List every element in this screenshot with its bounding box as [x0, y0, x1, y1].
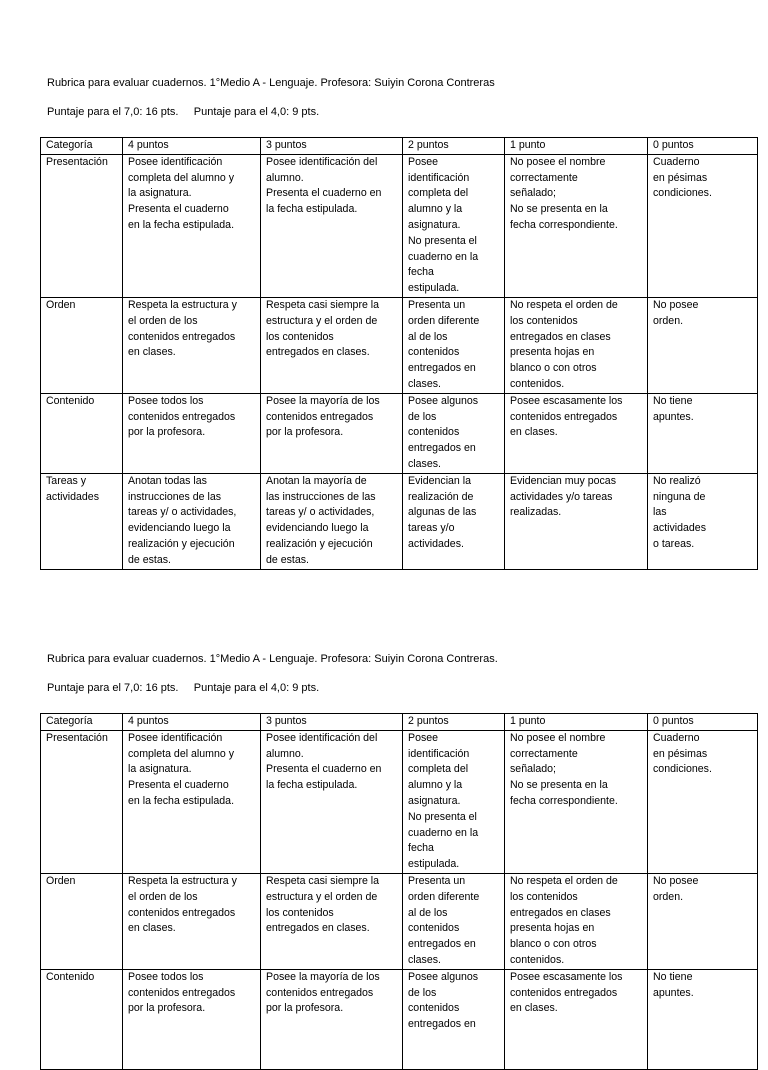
header-cell: 0 puntos: [648, 138, 758, 155]
cell-text-line: de estas.: [128, 553, 171, 566]
cell-text-line: orden diferente: [408, 890, 480, 903]
header-cell: 1 punto: [505, 138, 648, 155]
cell-text-line: entregados en: [408, 362, 476, 375]
score-note: Puntaje para el 7,0: 16 pts. Puntaje para el 4,0: 9 pts.: [47, 682, 320, 694]
cell-text-line: entregados en: [408, 442, 476, 455]
cell-text-line: Posee identificación: [128, 155, 223, 168]
cell-text-line: condiciones.: [653, 763, 712, 776]
criteria-cell: [648, 969, 758, 1069]
cell-text-line: el orden de los: [128, 890, 198, 903]
header-cell: 4 puntos: [123, 714, 261, 731]
rubric-title: Rubrica para evaluar cuadernos. 1°Medio A - Lenguaje. Profesora: Suiyin Corona Contreras.: [47, 653, 498, 665]
cell-text-line: en clases.: [510, 1002, 558, 1015]
criteria-cell: [648, 297, 758, 393]
criteria-cell: [648, 473, 758, 569]
cell-text-line: evidenciando luego la: [266, 522, 369, 535]
cell-text-line: No posee el nombre: [510, 155, 606, 168]
cell-text-line: completa del: [408, 187, 469, 200]
cell-text-line: Posee identificación del: [266, 731, 378, 744]
cell-text-line: los contenidos: [510, 314, 578, 327]
criteria-cell: [648, 154, 758, 297]
cell-text-line: Respeta la estructura y: [128, 874, 237, 887]
cell-text-line: Posee identificación del: [266, 155, 378, 168]
cell-text-line: Presentación: [46, 155, 108, 168]
rubric-table: [40, 137, 758, 570]
cell-text-line: identificación: [408, 747, 470, 760]
category-cell: [41, 730, 123, 873]
cell-text-line: presenta hojas en: [510, 346, 595, 359]
category-cell: [41, 393, 123, 473]
cell-text-line: en la fecha estipulada.: [128, 794, 235, 807]
cell-text-line: cuaderno en la: [408, 250, 479, 263]
cell-text-line: estipulada.: [408, 282, 460, 295]
cell-text-line: asignatura.: [408, 218, 461, 231]
cell-text-line: por la profesora.: [128, 426, 206, 439]
cell-text-line: actividades: [46, 490, 99, 503]
criteria-cell: [123, 969, 261, 1069]
cell-text-line: presenta hojas en: [510, 922, 595, 935]
cell-text-line: correctamente: [510, 171, 578, 184]
criteria-cell: [505, 730, 648, 873]
cell-text-line: en pésimas: [653, 747, 708, 760]
cell-text-line: alumno.: [266, 171, 304, 184]
cell-text-line: o tareas.: [653, 537, 695, 550]
header-cell: 0 puntos: [648, 714, 758, 731]
cell-text-line: correctamente: [510, 747, 578, 760]
cell-text-line: Contenido: [46, 970, 95, 983]
cell-text-line: fecha: [408, 266, 434, 279]
cell-text-line: fecha: [408, 842, 434, 855]
cell-text-line: condiciones.: [653, 187, 712, 200]
cell-text-line: contenidos entregados: [128, 330, 236, 343]
cell-text-line: tareas y/o: [408, 522, 455, 535]
cell-text-line: realización de: [408, 490, 474, 503]
header-cell: 2 puntos: [403, 714, 505, 731]
cell-text-line: instrucciones de las: [128, 490, 222, 503]
cell-text-line: Respeta casi siempre la: [266, 874, 380, 887]
cell-text-line: realización y ejecución: [128, 537, 235, 550]
cell-text-line: contenidos entregados: [128, 410, 236, 423]
cell-text-line: Cuaderno: [653, 731, 700, 744]
header-cell: 4 puntos: [123, 138, 261, 155]
criteria-cell: [261, 730, 403, 873]
criteria-cell: [505, 393, 648, 473]
cell-text-line: No posee: [653, 874, 699, 887]
rubric-table: [40, 713, 758, 1070]
table-row: [41, 473, 758, 569]
category-cell: [41, 873, 123, 969]
cell-text-line: algunas de las: [408, 506, 477, 519]
cell-text-line: blanco o con otros: [510, 362, 597, 375]
cell-text-line: Posee la mayoría de los: [266, 970, 380, 983]
criteria-cell: [261, 873, 403, 969]
cell-text-line: Presenta el cuaderno en: [266, 187, 382, 200]
cell-text-line: apuntes.: [653, 410, 694, 423]
cell-text-line: señalado;: [510, 763, 556, 776]
criteria-cell: [123, 297, 261, 393]
cell-text-line: completa del alumno y: [128, 171, 234, 184]
criteria-cell: [403, 297, 505, 393]
cell-text-line: Posee: [408, 731, 439, 744]
cell-text-line: cuaderno en la: [408, 826, 479, 839]
cell-text-line: contenidos entregados: [510, 986, 618, 999]
cell-text-line: Posee escasamente los: [510, 394, 623, 407]
cell-text-line: Presenta el cuaderno: [128, 779, 229, 792]
cell-text-line: Anotan todas las: [128, 474, 207, 487]
cell-text-line: completa del alumno y: [128, 747, 234, 760]
cell-text-line: Cuaderno: [653, 155, 700, 168]
cell-text-line: entregados en clases.: [266, 922, 370, 935]
header-row: [41, 138, 758, 155]
cell-text-line: Orden: [46, 874, 76, 887]
cell-text-line: al de los: [408, 906, 448, 919]
cell-text-line: entregados en: [408, 938, 476, 951]
cell-text-line: contenidos: [408, 922, 460, 935]
cell-text-line: la fecha estipulada.: [266, 203, 358, 216]
cell-text-line: Tareas y: [46, 474, 87, 487]
cell-text-line: clases.: [408, 377, 441, 390]
category-cell: [41, 473, 123, 569]
cell-text-line: en la fecha estipulada.: [128, 218, 235, 231]
cell-text-line: alumno y la: [408, 779, 463, 792]
cell-text-line: blanco o con otros: [510, 938, 597, 951]
table-row: [41, 154, 758, 297]
cell-text-line: Presentación: [46, 731, 108, 744]
cell-text-line: entregados en clases: [510, 906, 611, 919]
cell-text-line: No presenta el: [408, 810, 477, 823]
cell-text-line: contenidos.: [510, 377, 565, 390]
cell-text-line: los contenidos: [510, 890, 578, 903]
criteria-cell: [123, 730, 261, 873]
cell-text-line: por la profesora.: [266, 1002, 344, 1015]
cell-text-line: entregados en clases.: [266, 346, 370, 359]
cell-text-line: contenidos: [408, 426, 460, 439]
criteria-cell: [505, 969, 648, 1069]
header-cell: 3 puntos: [261, 138, 403, 155]
cell-text-line: los contenidos: [266, 330, 334, 343]
cell-text-line: orden.: [653, 314, 684, 327]
cell-text-line: realizadas.: [510, 506, 562, 519]
cell-text-line: Presenta el cuaderno: [128, 203, 229, 216]
cell-text-line: No realizó: [653, 474, 701, 487]
table-row: [41, 873, 758, 969]
cell-text-line: actividades y/o tareas: [510, 490, 613, 503]
cell-text-line: alumno.: [266, 747, 304, 760]
cell-text-line: Evidencian muy pocas: [510, 474, 616, 487]
cell-text-line: Presenta un: [408, 298, 466, 311]
cell-text-line: clases.: [408, 953, 441, 966]
criteria-cell: [505, 473, 648, 569]
cell-text-line: estructura y el orden de: [266, 890, 378, 903]
header-cell: Categoría: [41, 714, 123, 731]
cell-text-line: Respeta la estructura y: [128, 298, 237, 311]
cell-text-line: entregados en clases: [510, 330, 611, 343]
cell-text-line: por la profesora.: [266, 426, 344, 439]
cell-text-line: la asignatura.: [128, 763, 192, 776]
criteria-cell: [403, 873, 505, 969]
criteria-cell: [123, 873, 261, 969]
cell-text-line: Posee identificación: [128, 731, 223, 744]
cell-text-line: el orden de los: [128, 314, 198, 327]
cell-text-line: Evidencian la: [408, 474, 472, 487]
cell-text-line: Posee todos los: [128, 970, 204, 983]
cell-text-line: Respeta casi siempre la: [266, 298, 380, 311]
cell-text-line: contenidos entregados: [510, 410, 618, 423]
cell-text-line: señalado;: [510, 187, 556, 200]
table-row: [41, 297, 758, 393]
cell-text-line: Presenta el cuaderno en: [266, 763, 382, 776]
cell-text-line: contenidos.: [510, 953, 565, 966]
cell-text-line: fecha correspondiente.: [510, 794, 618, 807]
cell-text-line: No tiene: [653, 970, 693, 983]
cell-text-line: No presenta el: [408, 234, 477, 247]
cell-text-line: actividades.: [408, 537, 464, 550]
score-note: Puntaje para el 7,0: 16 pts. Puntaje para el 4,0: 9 pts.: [47, 106, 320, 118]
criteria-cell: [648, 393, 758, 473]
cell-text-line: contenidos entregados: [128, 906, 236, 919]
table-row: [41, 969, 758, 1069]
cell-text-line: actividades: [653, 522, 706, 535]
cell-text-line: Posee todos los: [128, 394, 204, 407]
cell-text-line: contenidos: [408, 346, 460, 359]
criteria-cell: [505, 154, 648, 297]
cell-text-line: evidenciando luego la: [128, 522, 231, 535]
cell-text-line: los contenidos: [266, 906, 334, 919]
header-row: [41, 714, 758, 731]
cell-text-line: No se presenta en la: [510, 779, 608, 792]
cell-text-line: tareas y/ o actividades,: [266, 506, 375, 519]
cell-text-line: la fecha estipulada.: [266, 779, 358, 792]
cell-text-line: No posee el nombre: [510, 731, 606, 744]
category-cell: [41, 969, 123, 1069]
cell-text-line: al de los: [408, 330, 448, 343]
cell-text-line: identificación: [408, 171, 470, 184]
cell-text-line: en clases.: [128, 346, 176, 359]
cell-text-line: tareas y/ o actividades,: [128, 506, 237, 519]
cell-text-line: asignatura.: [408, 794, 461, 807]
header-cell: 1 punto: [505, 714, 648, 731]
cell-text-line: orden diferente: [408, 314, 480, 327]
criteria-cell: [261, 393, 403, 473]
cell-text-line: apuntes.: [653, 986, 694, 999]
criteria-cell: [123, 393, 261, 473]
criteria-cell: [505, 873, 648, 969]
criteria-cell: [403, 969, 505, 1069]
rubric-title: Rubrica para evaluar cuadernos. 1°Medio A - Lenguaje. Profesora: Suiyin Corona Contreras: [47, 77, 495, 89]
header-cell: 3 puntos: [261, 714, 403, 731]
cell-text-line: No respeta el orden de: [510, 298, 618, 311]
cell-text-line: orden.: [653, 890, 684, 903]
cell-text-line: No posee: [653, 298, 699, 311]
header-cell: 2 puntos: [403, 138, 505, 155]
cell-text-line: Posee escasamente los: [510, 970, 623, 983]
criteria-cell: [123, 154, 261, 297]
cell-text-line: en pésimas: [653, 171, 708, 184]
cell-text-line: de los: [408, 410, 437, 423]
cell-text-line: las instrucciones de las: [266, 490, 376, 503]
cell-text-line: Anotan la mayoría de: [266, 474, 367, 487]
cell-text-line: por la profesora.: [128, 1002, 206, 1015]
table-row: [41, 393, 758, 473]
cell-text-line: Orden: [46, 298, 76, 311]
cell-text-line: en clases.: [510, 426, 558, 439]
cell-text-line: entregados en: [408, 1018, 476, 1031]
cell-text-line: realización y ejecución: [266, 537, 373, 550]
category-cell: [41, 154, 123, 297]
criteria-cell: [261, 969, 403, 1069]
criteria-cell: [403, 473, 505, 569]
cell-text-line: clases.: [408, 457, 441, 470]
cell-text-line: estructura y el orden de: [266, 314, 378, 327]
cell-text-line: contenidos entregados: [266, 410, 374, 423]
criteria-cell: [403, 393, 505, 473]
cell-text-line: completa del: [408, 763, 469, 776]
cell-text-line: ninguna de: [653, 490, 706, 503]
cell-text-line: de los: [408, 986, 437, 999]
cell-text-line: contenidos entregados: [128, 986, 236, 999]
cell-text-line: alumno y la: [408, 203, 463, 216]
cell-text-line: No se presenta en la: [510, 203, 608, 216]
criteria-cell: [123, 473, 261, 569]
cell-text-line: Presenta un: [408, 874, 466, 887]
cell-text-line: Posee la mayoría de los: [266, 394, 380, 407]
cell-text-line: fecha correspondiente.: [510, 218, 618, 231]
cell-text-line: Contenido: [46, 394, 95, 407]
cell-text-line: contenidos entregados: [266, 986, 374, 999]
criteria-cell: [261, 297, 403, 393]
category-cell: [41, 297, 123, 393]
cell-text-line: No tiene: [653, 394, 693, 407]
criteria-cell: [648, 730, 758, 873]
cell-text-line: estipulada.: [408, 858, 460, 871]
table-row: [41, 730, 758, 873]
cell-text-line: en clases.: [128, 922, 176, 935]
criteria-cell: [261, 473, 403, 569]
cell-text-line: Posee: [408, 155, 439, 168]
header-cell: Categoría: [41, 138, 123, 155]
cell-text-line: la asignatura.: [128, 187, 192, 200]
cell-text-line: contenidos: [408, 1002, 460, 1015]
cell-text-line: de estas.: [266, 553, 309, 566]
cell-text-line: las: [653, 506, 667, 519]
criteria-cell: [403, 730, 505, 873]
criteria-cell: [648, 873, 758, 969]
cell-text-line: Posee algunos: [408, 394, 479, 407]
criteria-cell: [403, 154, 505, 297]
cell-text-line: Posee algunos: [408, 970, 479, 983]
criteria-cell: [505, 297, 648, 393]
cell-text-line: No respeta el orden de: [510, 874, 618, 887]
criteria-cell: [261, 154, 403, 297]
